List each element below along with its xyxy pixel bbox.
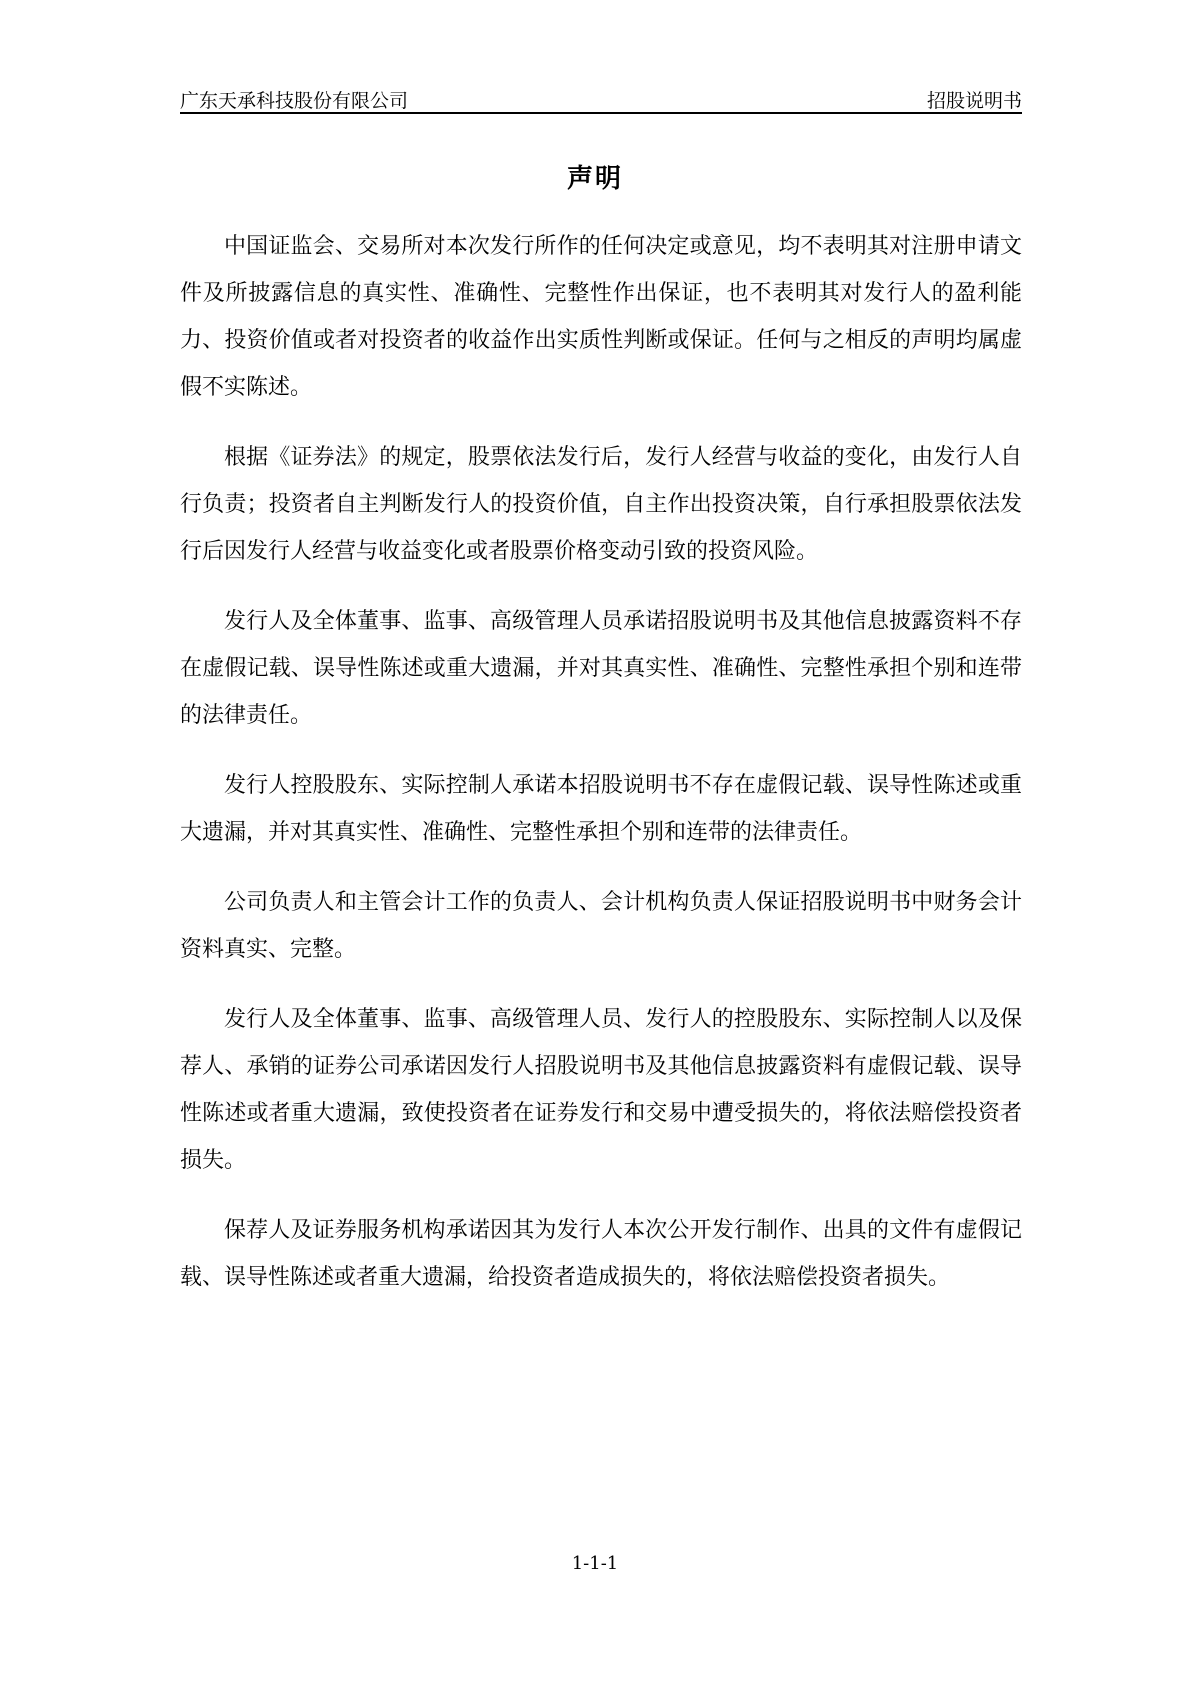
paragraph-regulator-disclaimer: 中国证监会、交易所对本次发行所作的任何决定或意见，均不表明其对注册申请文件及所披露信息的真实性、准确性、完整性作出保证，也不表明其对发行人的盈利能力、投资价值或者对投资者的收益作出实质性判断或保证。任何与之相反的声明均属虚假不实陈述。 — [180, 234, 1022, 400]
page-number: 1-1-1 — [571, 1553, 619, 1574]
page-title: 声明 — [566, 164, 623, 194]
header-document-type: 招股说明书 — [926, 90, 1022, 112]
paragraph-sponsor-undertaking: 保荐人及证券服务机构承诺因其为发行人本次公开发行制作、出具的文件有虚假记载、误导性陈述或者重大遗漏，给投资者造成损失的，将依法赔偿投资者损失。 — [180, 1218, 1022, 1290]
statement-body — [180, 223, 1022, 1324]
paragraph-financial-data-guarantee: 公司负责人和主管会计工作的负责人、会计机构负责人保证招股说明书中财务会计资料真实、完整。 — [180, 890, 1022, 962]
header-company-name: 广东天承科技股份有限公司 — [180, 90, 409, 112]
paragraph-compensation-undertaking: 发行人及全体董事、监事、高级管理人员、发行人的控股股东、实际控制人以及保荐人、承销的证券公司承诺因发行人招股说明书及其他信息披露资料有虚假记载、误导性陈述或者重大遗漏，致使投资者在证券发行和交易中遭受损失的，将依法赔偿投资者损失。 — [180, 1007, 1022, 1173]
paragraph-directors-undertaking: 发行人及全体董事、监事、高级管理人员承诺招股说明书及其他信息披露资料不存在虚假记载、误导性陈述或重大遗漏，并对其真实性、准确性、完整性承担个别和连带的法律责任。 — [180, 609, 1022, 728]
paragraph-investment-risk: 根据《证券法》的规定，股票依法发行后，发行人经营与收益的变化，由发行人自行负责；投资者自主判断发行人的投资价值，自主作出投资决策，自行承担股票依法发行后因发行人经营与收益变化或者股票价格变动引致的投资风险。 — [180, 445, 1022, 564]
paragraph-controlling-shareholder-undertaking: 发行人控股股东、实际控制人承诺本招股说明书不存在虚假记载、误导性陈述或重大遗漏，并对其真实性、准确性、完整性承担个别和连带的法律责任。 — [180, 773, 1022, 845]
page-header — [180, 82, 1022, 114]
